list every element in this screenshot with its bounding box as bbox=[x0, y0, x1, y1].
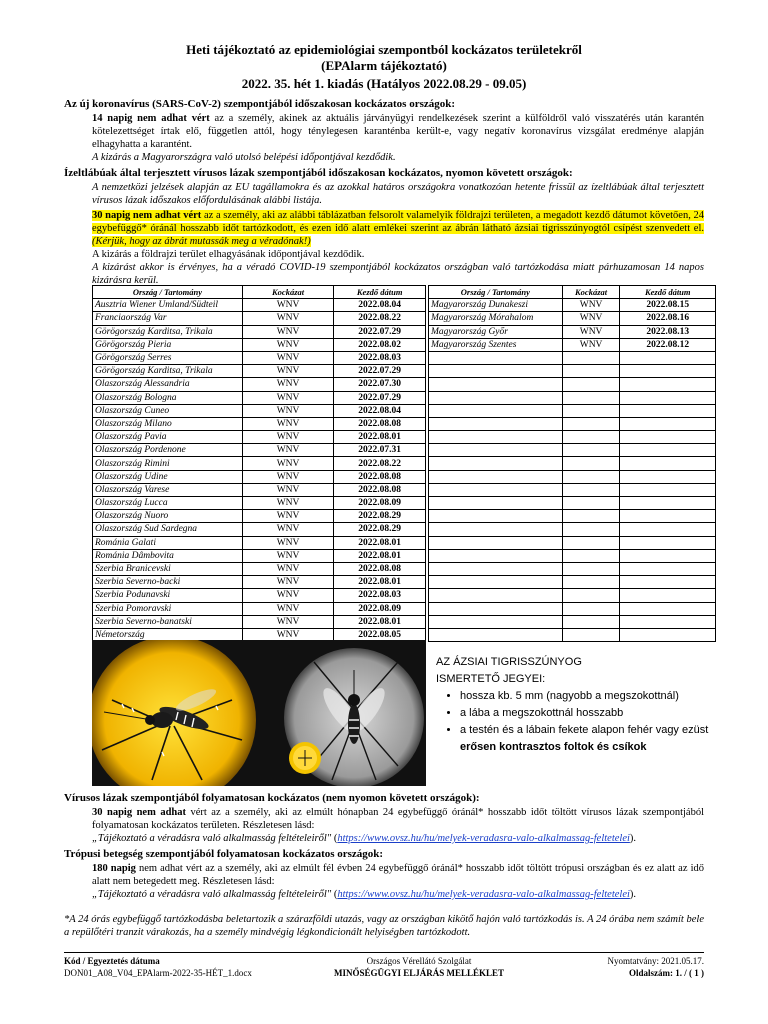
table-cell-risk bbox=[562, 444, 620, 457]
table-row bbox=[429, 615, 716, 628]
table-cell-country bbox=[429, 483, 563, 496]
table-cell-country: Olaszország Alessandria bbox=[93, 378, 243, 391]
table-cell-date: 2022.08.16 bbox=[620, 312, 716, 325]
table-cell-date: 2022.08.29 bbox=[334, 523, 426, 536]
table-cell-date bbox=[620, 431, 716, 444]
table-cell-date: 2022.08.08 bbox=[334, 417, 426, 430]
table-row bbox=[429, 312, 716, 325]
table-cell-date: 2022.07.29 bbox=[334, 391, 426, 404]
table-cell-date bbox=[620, 417, 716, 430]
section3-link[interactable]: https://www.ovsz.hu/hu/melyek-veradasra-valo-alkalmassag-feltetelei bbox=[337, 833, 630, 844]
table-row bbox=[93, 576, 426, 589]
section3-text: vért az a személy, aki az elmúlt hónapban 24 egybefüggő óránál* hosszabb időt töltött vírusos lázak szempontjából folyamatosan kockázatos területen. Részletesen lásd: bbox=[92, 807, 704, 831]
table-row bbox=[429, 497, 716, 510]
table-cell-country bbox=[429, 576, 563, 589]
table-cell-country: Olaszország Nuoro bbox=[93, 510, 243, 523]
section2-highlight bbox=[92, 209, 704, 248]
doc-title-line1: Heti tájékoztató az epidemiológiai szempontból kockázatos területekről bbox=[186, 42, 582, 57]
table-cell-date: 2022.08.08 bbox=[334, 562, 426, 575]
table-cell-risk bbox=[562, 431, 620, 444]
table-cell-date bbox=[620, 497, 716, 510]
header-date: Kezdő dátum bbox=[620, 286, 716, 299]
footer-right bbox=[534, 955, 704, 979]
table-row bbox=[429, 391, 716, 404]
table-row bbox=[429, 470, 716, 483]
table-cell-country: Görögország Karditsa, Trikala bbox=[93, 365, 243, 378]
table-cell-date: 2022.08.01 bbox=[334, 536, 426, 549]
mosquito-features-list bbox=[436, 688, 716, 756]
table-cell-risk: WNV bbox=[242, 628, 334, 641]
section1-body bbox=[92, 112, 704, 151]
table-cell-date bbox=[620, 378, 716, 391]
table-cell-country: Szerbia Podunavski bbox=[93, 589, 243, 602]
section1-bold-lead: 14 napig nem adhat vért bbox=[92, 113, 210, 124]
section1-note: A kizárás a Magyarországra való utolsó belépési időpontjával kezdődik. bbox=[92, 152, 396, 163]
table-cell-country: Románia Galati bbox=[93, 536, 243, 549]
section2-hl-text: az a személy, aki az alábbi táblázatban felsorolt valamelyik földrajzi területen, a megadott kezdő dátumot követően, 24 egybefüggő* óránál hosszabb időt tartózkodott, és ezen idő alatt emlékei szerint az ábrán látható ázsiai tigrisszúnyogtól csípést szenvedett el. bbox=[92, 210, 705, 234]
table-row bbox=[93, 417, 426, 430]
table-row bbox=[93, 457, 426, 470]
table-cell-risk bbox=[562, 536, 620, 549]
mosquito-info bbox=[436, 654, 716, 756]
table-cell-country bbox=[429, 536, 563, 549]
table-row bbox=[93, 470, 426, 483]
table-row bbox=[429, 404, 716, 417]
table-cell-date: 2022.08.03 bbox=[334, 589, 426, 602]
table-cell-country bbox=[429, 365, 563, 378]
table-cell-date: 2022.08.02 bbox=[334, 338, 426, 351]
table-cell-risk: WNV bbox=[562, 299, 620, 312]
table-row bbox=[93, 536, 426, 549]
table-row bbox=[93, 562, 426, 575]
table-cell-date: 2022.08.03 bbox=[334, 351, 426, 364]
section4-ref: „Tájékoztató a véradásra való alkalmasság feltételeiről" (https://www.ovsz.hu/hu/melyek-veradasra-valo-alkalmassag-feltetelei). bbox=[92, 889, 637, 900]
table-row bbox=[93, 510, 426, 523]
table-cell-country: Olaszország Milano bbox=[93, 417, 243, 430]
table-cell-risk bbox=[562, 391, 620, 404]
table-row bbox=[429, 576, 716, 589]
table-cell-risk: WNV bbox=[242, 549, 334, 562]
table-cell-risk: WNV bbox=[242, 391, 334, 404]
table-cell-country bbox=[429, 378, 563, 391]
table-row bbox=[93, 299, 426, 312]
section4-bold-lead: 180 napig bbox=[92, 863, 136, 874]
table-cell-risk: WNV bbox=[242, 576, 334, 589]
section4-body bbox=[92, 862, 704, 888]
table-cell-country bbox=[429, 602, 563, 615]
section3-quote: „Tájékoztató a véradásra való alkalmasság feltételeiről" bbox=[92, 833, 332, 844]
table-cell-date bbox=[620, 365, 716, 378]
table-cell-country: Olaszország Sud Sardegna bbox=[93, 523, 243, 536]
table-cell-date bbox=[620, 628, 716, 641]
table-cell-country: Szerbia Severno-banatski bbox=[93, 615, 243, 628]
table-cell-country bbox=[429, 457, 563, 470]
mosquito-feature-text: a testén és a lábain fekete alapon fehér vagy ezüst bbox=[460, 724, 709, 736]
risk-table-left bbox=[92, 285, 426, 642]
table-row bbox=[429, 536, 716, 549]
table-cell-country bbox=[429, 417, 563, 430]
table-row bbox=[429, 338, 716, 351]
table-cell-date: 2022.08.12 bbox=[620, 338, 716, 351]
table-cell-date bbox=[620, 470, 716, 483]
table-cell-risk: WNV bbox=[242, 497, 334, 510]
table-cell-date bbox=[620, 615, 716, 628]
table-cell-date: 2022.08.04 bbox=[334, 299, 426, 312]
table-cell-date: 2022.08.15 bbox=[620, 299, 716, 312]
table-cell-risk bbox=[562, 417, 620, 430]
table-row bbox=[93, 589, 426, 602]
table-cell-date: 2022.07.29 bbox=[334, 365, 426, 378]
table-cell-risk: WNV bbox=[242, 523, 334, 536]
table-cell-date: 2022.08.04 bbox=[334, 404, 426, 417]
footer-code-label: Kód / Egyeztetés dátuma bbox=[64, 956, 160, 966]
table-cell-country: Szerbia Severno-backi bbox=[93, 576, 243, 589]
table-cell-date bbox=[620, 589, 716, 602]
table-cell-date: 2022.08.29 bbox=[334, 510, 426, 523]
section2-intro: A nemzetközi jelzések alapján az EU tagállamokra és az azokkal határos országokra vonatkozóan hetente frissül az ízeltlábúak által terjesztett vírusos lázak időszakos előfordulásának alábbi listája. bbox=[92, 182, 704, 206]
table-cell-country bbox=[429, 351, 563, 364]
footer-left bbox=[64, 955, 304, 979]
table-cell-risk: WNV bbox=[242, 444, 334, 457]
table-cell-risk bbox=[562, 589, 620, 602]
table-cell-risk bbox=[562, 615, 620, 628]
section2-note1: A kizárás a földrajzi terület elhagyásának időpontjával kezdődik. bbox=[92, 249, 365, 260]
mosquito-info-title1: AZ ÁZSIAI TIGRISSZÚNYOG bbox=[436, 656, 582, 668]
table-cell-risk bbox=[562, 378, 620, 391]
table-cell-country: Magyarország Mórahalom bbox=[429, 312, 563, 325]
table-cell-risk bbox=[562, 470, 620, 483]
table-cell-date: 2022.08.09 bbox=[334, 602, 426, 615]
table-cell-risk: WNV bbox=[242, 470, 334, 483]
table-row bbox=[429, 365, 716, 378]
table-row bbox=[429, 523, 716, 536]
table-cell-date: 2022.07.31 bbox=[334, 444, 426, 457]
table-cell-date bbox=[620, 523, 716, 536]
table-cell-country bbox=[429, 628, 563, 641]
table-cell-country bbox=[429, 431, 563, 444]
table-cell-country: Magyarország Dunakeszi bbox=[429, 299, 563, 312]
table-cell-country: Franciaország Var bbox=[93, 312, 243, 325]
table-cell-date bbox=[620, 549, 716, 562]
table-cell-country bbox=[429, 470, 563, 483]
section2-hl-italic: (Kérjük, hogy az ábrát mutassák meg a véradónak!) bbox=[92, 236, 311, 247]
table-row bbox=[93, 365, 426, 378]
header-date: Kezdő dátum bbox=[334, 286, 426, 299]
footer-form-date: Nyomtatvány: 2021.05.17. bbox=[607, 956, 704, 966]
table-cell-date: 2022.08.13 bbox=[620, 325, 716, 338]
risk-table-right bbox=[428, 285, 716, 642]
table-row bbox=[429, 589, 716, 602]
table-cell-risk bbox=[562, 457, 620, 470]
table-cell-country bbox=[429, 391, 563, 404]
table-header-row bbox=[93, 286, 426, 299]
table-cell-date bbox=[620, 391, 716, 404]
table-cell-date bbox=[620, 536, 716, 549]
footer-procedure: MINŐSÉGÜGYI ELJÁRÁS MELLÉKLET bbox=[333, 968, 505, 978]
table-cell-country bbox=[429, 404, 563, 417]
table-cell-country bbox=[429, 562, 563, 575]
table-row bbox=[429, 444, 716, 457]
table-cell-date bbox=[620, 457, 716, 470]
table-cell-country: Olaszország Rimini bbox=[93, 457, 243, 470]
table-row bbox=[429, 510, 716, 523]
table-cell-risk: WNV bbox=[242, 457, 334, 470]
table-cell-country: Olaszország Pavia bbox=[93, 431, 243, 444]
table-cell-risk: WNV bbox=[242, 417, 334, 430]
table-cell-date bbox=[620, 510, 716, 523]
table-cell-date: 2022.07.30 bbox=[334, 378, 426, 391]
table-row bbox=[429, 431, 716, 444]
table-cell-risk bbox=[562, 483, 620, 496]
table-cell-risk: WNV bbox=[242, 536, 334, 549]
table-row bbox=[429, 417, 716, 430]
table-cell-risk: WNV bbox=[562, 312, 620, 325]
table-cell-risk bbox=[562, 510, 620, 523]
table-cell-date: 2022.08.08 bbox=[334, 470, 426, 483]
table-cell-risk: WNV bbox=[562, 338, 620, 351]
table-row bbox=[429, 351, 716, 364]
doc-title-line2: (EPAlarm tájékoztató) bbox=[321, 58, 447, 73]
table-row bbox=[93, 549, 426, 562]
footer-org: Országos Vérellátó Szolgálat bbox=[366, 956, 472, 966]
table-cell-country bbox=[429, 444, 563, 457]
section4-heading: Trópusi betegség szempontjából folyamatosan kockázatos országok: bbox=[64, 848, 384, 860]
table-cell-country: Olaszország Udine bbox=[93, 470, 243, 483]
table-cell-risk: WNV bbox=[242, 589, 334, 602]
section2-hl-bold: 30 napig nem adhat vért bbox=[92, 210, 202, 221]
table-row bbox=[429, 325, 716, 338]
table-cell-risk: WNV bbox=[242, 431, 334, 444]
table-row bbox=[93, 404, 426, 417]
header-risk: Kockázat bbox=[562, 286, 620, 299]
mosquito-feature: • hossza kb. 5 mm (nagyobb a megszokottnál) bbox=[460, 688, 716, 705]
table-row bbox=[93, 602, 426, 615]
section3-bold-lead: 30 napig nem adhat bbox=[92, 807, 186, 818]
table-cell-risk bbox=[562, 562, 620, 575]
table-cell-risk: WNV bbox=[242, 378, 334, 391]
table-cell-risk: WNV bbox=[562, 325, 620, 338]
table-cell-date bbox=[620, 562, 716, 575]
table-cell-date: 2022.08.01 bbox=[334, 431, 426, 444]
table-cell-country: Magyarország Győr bbox=[429, 325, 563, 338]
table-cell-country: Olaszország Bologna bbox=[93, 391, 243, 404]
tiger-mosquito-illustration bbox=[92, 640, 426, 786]
table-cell-country bbox=[429, 510, 563, 523]
table-cell-date: 2022.08.22 bbox=[334, 457, 426, 470]
table-cell-risk bbox=[562, 628, 620, 641]
header-risk: Kockázat bbox=[242, 286, 334, 299]
table-row bbox=[429, 378, 716, 391]
mosquito-feature: • a lába a megszokottnál hosszabb bbox=[460, 705, 716, 722]
footer-rule bbox=[64, 952, 704, 953]
table-row bbox=[429, 602, 716, 615]
table-cell-country bbox=[429, 497, 563, 510]
table-cell-risk: WNV bbox=[242, 365, 334, 378]
footer-middle bbox=[304, 955, 534, 979]
table-cell-date: 2022.08.09 bbox=[334, 497, 426, 510]
table-row bbox=[93, 444, 426, 457]
section2-heading: Ízeltlábúak által terjesztett vírusos lázak szempontjából időszakosan kockázatos, nyomon követett országok: bbox=[64, 167, 573, 179]
table-cell-risk: WNV bbox=[242, 615, 334, 628]
header-country: Ország / Tartomány bbox=[93, 286, 243, 299]
section3-ref: „Tájékoztató a véradásra való alkalmasság feltételeiről" (https://www.ovsz.hu/hu/melyek-veradasra-valo-alkalmassag-feltetelei). bbox=[92, 833, 637, 844]
table-cell-risk: WNV bbox=[242, 351, 334, 364]
table-cell-date: 2022.08.01 bbox=[334, 615, 426, 628]
table-cell-country: Németország bbox=[93, 628, 243, 641]
table-row bbox=[429, 299, 716, 312]
table-row bbox=[93, 615, 426, 628]
section3-heading: Vírusos lázak szempontjából folyamatosan kockázatos (nem nyomon követett országok): bbox=[64, 792, 480, 804]
section4-text: nem adhat vért az a személy, aki az elmúlt fél évben 24 egybefüggő óránál* hosszabb időt töltött trópusi országban és ez alatt az idő alatt nem betegedett meg. Részletesen lásd: bbox=[92, 863, 704, 887]
table-cell-country: Olaszország Pordenone bbox=[93, 444, 243, 457]
table-row bbox=[93, 483, 426, 496]
table-cell-risk: WNV bbox=[242, 404, 334, 417]
table-row bbox=[93, 391, 426, 404]
table-cell-risk bbox=[562, 365, 620, 378]
table-cell-date bbox=[620, 444, 716, 457]
table-cell-risk bbox=[562, 602, 620, 615]
table-cell-country: Görögország Karditsa, Trikala bbox=[93, 325, 243, 338]
table-cell-risk: WNV bbox=[242, 562, 334, 575]
table-cell-country: Szerbia Pomoravski bbox=[93, 602, 243, 615]
table-cell-date bbox=[620, 602, 716, 615]
table-cell-country bbox=[429, 549, 563, 562]
mosquito-info-title2: ISMERTETŐ JEGYEI: bbox=[436, 673, 546, 685]
table-cell-date: 2022.07.29 bbox=[334, 325, 426, 338]
table-cell-date: 2022.08.08 bbox=[334, 483, 426, 496]
mosquito-icon bbox=[92, 640, 426, 786]
table-cell-country: Szerbia Branicevski bbox=[93, 562, 243, 575]
table-cell-risk: WNV bbox=[242, 325, 334, 338]
doc-title-line3: 2022. 35. hét 1. kiadás (Hatályos 2022.08.29 - 09.05) bbox=[241, 76, 527, 91]
table-row bbox=[93, 431, 426, 444]
footer-page-number: Oldalszám: 1. / ( 1 ) bbox=[629, 968, 704, 978]
table-cell-risk bbox=[562, 351, 620, 364]
table-cell-date: 2022.08.05 bbox=[334, 628, 426, 641]
table-cell-country bbox=[429, 589, 563, 602]
table-row bbox=[93, 312, 426, 325]
table-cell-risk bbox=[562, 523, 620, 536]
table-cell-risk bbox=[562, 404, 620, 417]
table-cell-risk: WNV bbox=[242, 602, 334, 615]
table-row bbox=[429, 562, 716, 575]
section3-body bbox=[92, 806, 704, 832]
table-cell-risk: WNV bbox=[242, 483, 334, 496]
footnote: *A 24 órás egybefüggő tartózkodásba beletartozik a szárazföldi utazás, vagy az országban kikötő hajón való tartózkodás is. A 24 órába nem számít bele a repülőtéri tranzit várakozás, ha a személy mindvégig légkondicionált helyiségben tartózkodott. bbox=[64, 914, 704, 938]
table-cell-risk: WNV bbox=[242, 510, 334, 523]
table-row bbox=[429, 457, 716, 470]
table-row bbox=[429, 549, 716, 562]
table-row bbox=[429, 483, 716, 496]
table-cell-date bbox=[620, 351, 716, 364]
table-row bbox=[93, 378, 426, 391]
mosquito-feature bbox=[460, 722, 716, 756]
table-cell-country: Görögország Serres bbox=[93, 351, 243, 364]
table-row bbox=[93, 523, 426, 536]
mosquito-feature-bold: erősen kontrasztos foltok és csíkok bbox=[460, 741, 647, 753]
table-row bbox=[93, 497, 426, 510]
table-cell-country: Olaszország Varese bbox=[93, 483, 243, 496]
table-row bbox=[93, 351, 426, 364]
table-cell-date: 2022.08.22 bbox=[334, 312, 426, 325]
table-cell-risk bbox=[562, 549, 620, 562]
table-cell-date: 2022.08.01 bbox=[334, 549, 426, 562]
table-cell-risk: WNV bbox=[242, 312, 334, 325]
header-country: Ország / Tartomány bbox=[429, 286, 563, 299]
footer-file-name: DON01_A08_V04_EPAlarm-2022-35-HÉT_1.docx bbox=[64, 968, 252, 978]
section4-link[interactable]: https://www.ovsz.hu/hu/melyek-veradasra-valo-alkalmassag-feltetelei bbox=[337, 889, 630, 900]
table-cell-country: Görögország Pieria bbox=[93, 338, 243, 351]
table-cell-country: Magyarország Szentes bbox=[429, 338, 563, 351]
table-cell-date bbox=[620, 404, 716, 417]
table-row bbox=[429, 628, 716, 641]
table-cell-country: Ausztria Wiener Umland/Südteil bbox=[93, 299, 243, 312]
section2-note2: A kizárást akkor is érvényes, ha a véradó COVID-19 szempontjából kockázatos országban való tartózkodása miatt párhuzamosan 14 napos kizárásra kerül. bbox=[92, 262, 704, 286]
table-cell-country: Olaszország Lucca bbox=[93, 497, 243, 510]
table-cell-risk bbox=[562, 576, 620, 589]
table-cell-risk: WNV bbox=[242, 299, 334, 312]
table-row bbox=[93, 338, 426, 351]
table-cell-country: Románia Dâmbovita bbox=[93, 549, 243, 562]
table-header-row bbox=[429, 286, 716, 299]
section1-text: az a személy, akinek az aktuális járványügyi rendelkezések szerint a külföldről való visszatérés után karantén kötelezettséget írtak elő, független attól, hogy ténylegesen karanténba került-e, vagy negatív koronavírus vizsgálat eredménye alapján elhagyhatta a karantént. bbox=[92, 113, 704, 150]
table-cell-country: Olaszország Cuneo bbox=[93, 404, 243, 417]
table-cell-country bbox=[429, 615, 563, 628]
table-cell-risk: WNV bbox=[242, 338, 334, 351]
section1-heading: Az új koronavírus (SARS-CoV-2) szempontjából időszakosan kockázatos országok: bbox=[64, 98, 456, 110]
table-cell-country bbox=[429, 523, 563, 536]
section4-quote: „Tájékoztató a véradásra való alkalmasság feltételeiről" bbox=[92, 889, 332, 900]
table-cell-date: 2022.08.01 bbox=[334, 576, 426, 589]
table-row bbox=[93, 325, 426, 338]
table-cell-risk bbox=[562, 497, 620, 510]
table-cell-date bbox=[620, 576, 716, 589]
table-cell-date bbox=[620, 483, 716, 496]
